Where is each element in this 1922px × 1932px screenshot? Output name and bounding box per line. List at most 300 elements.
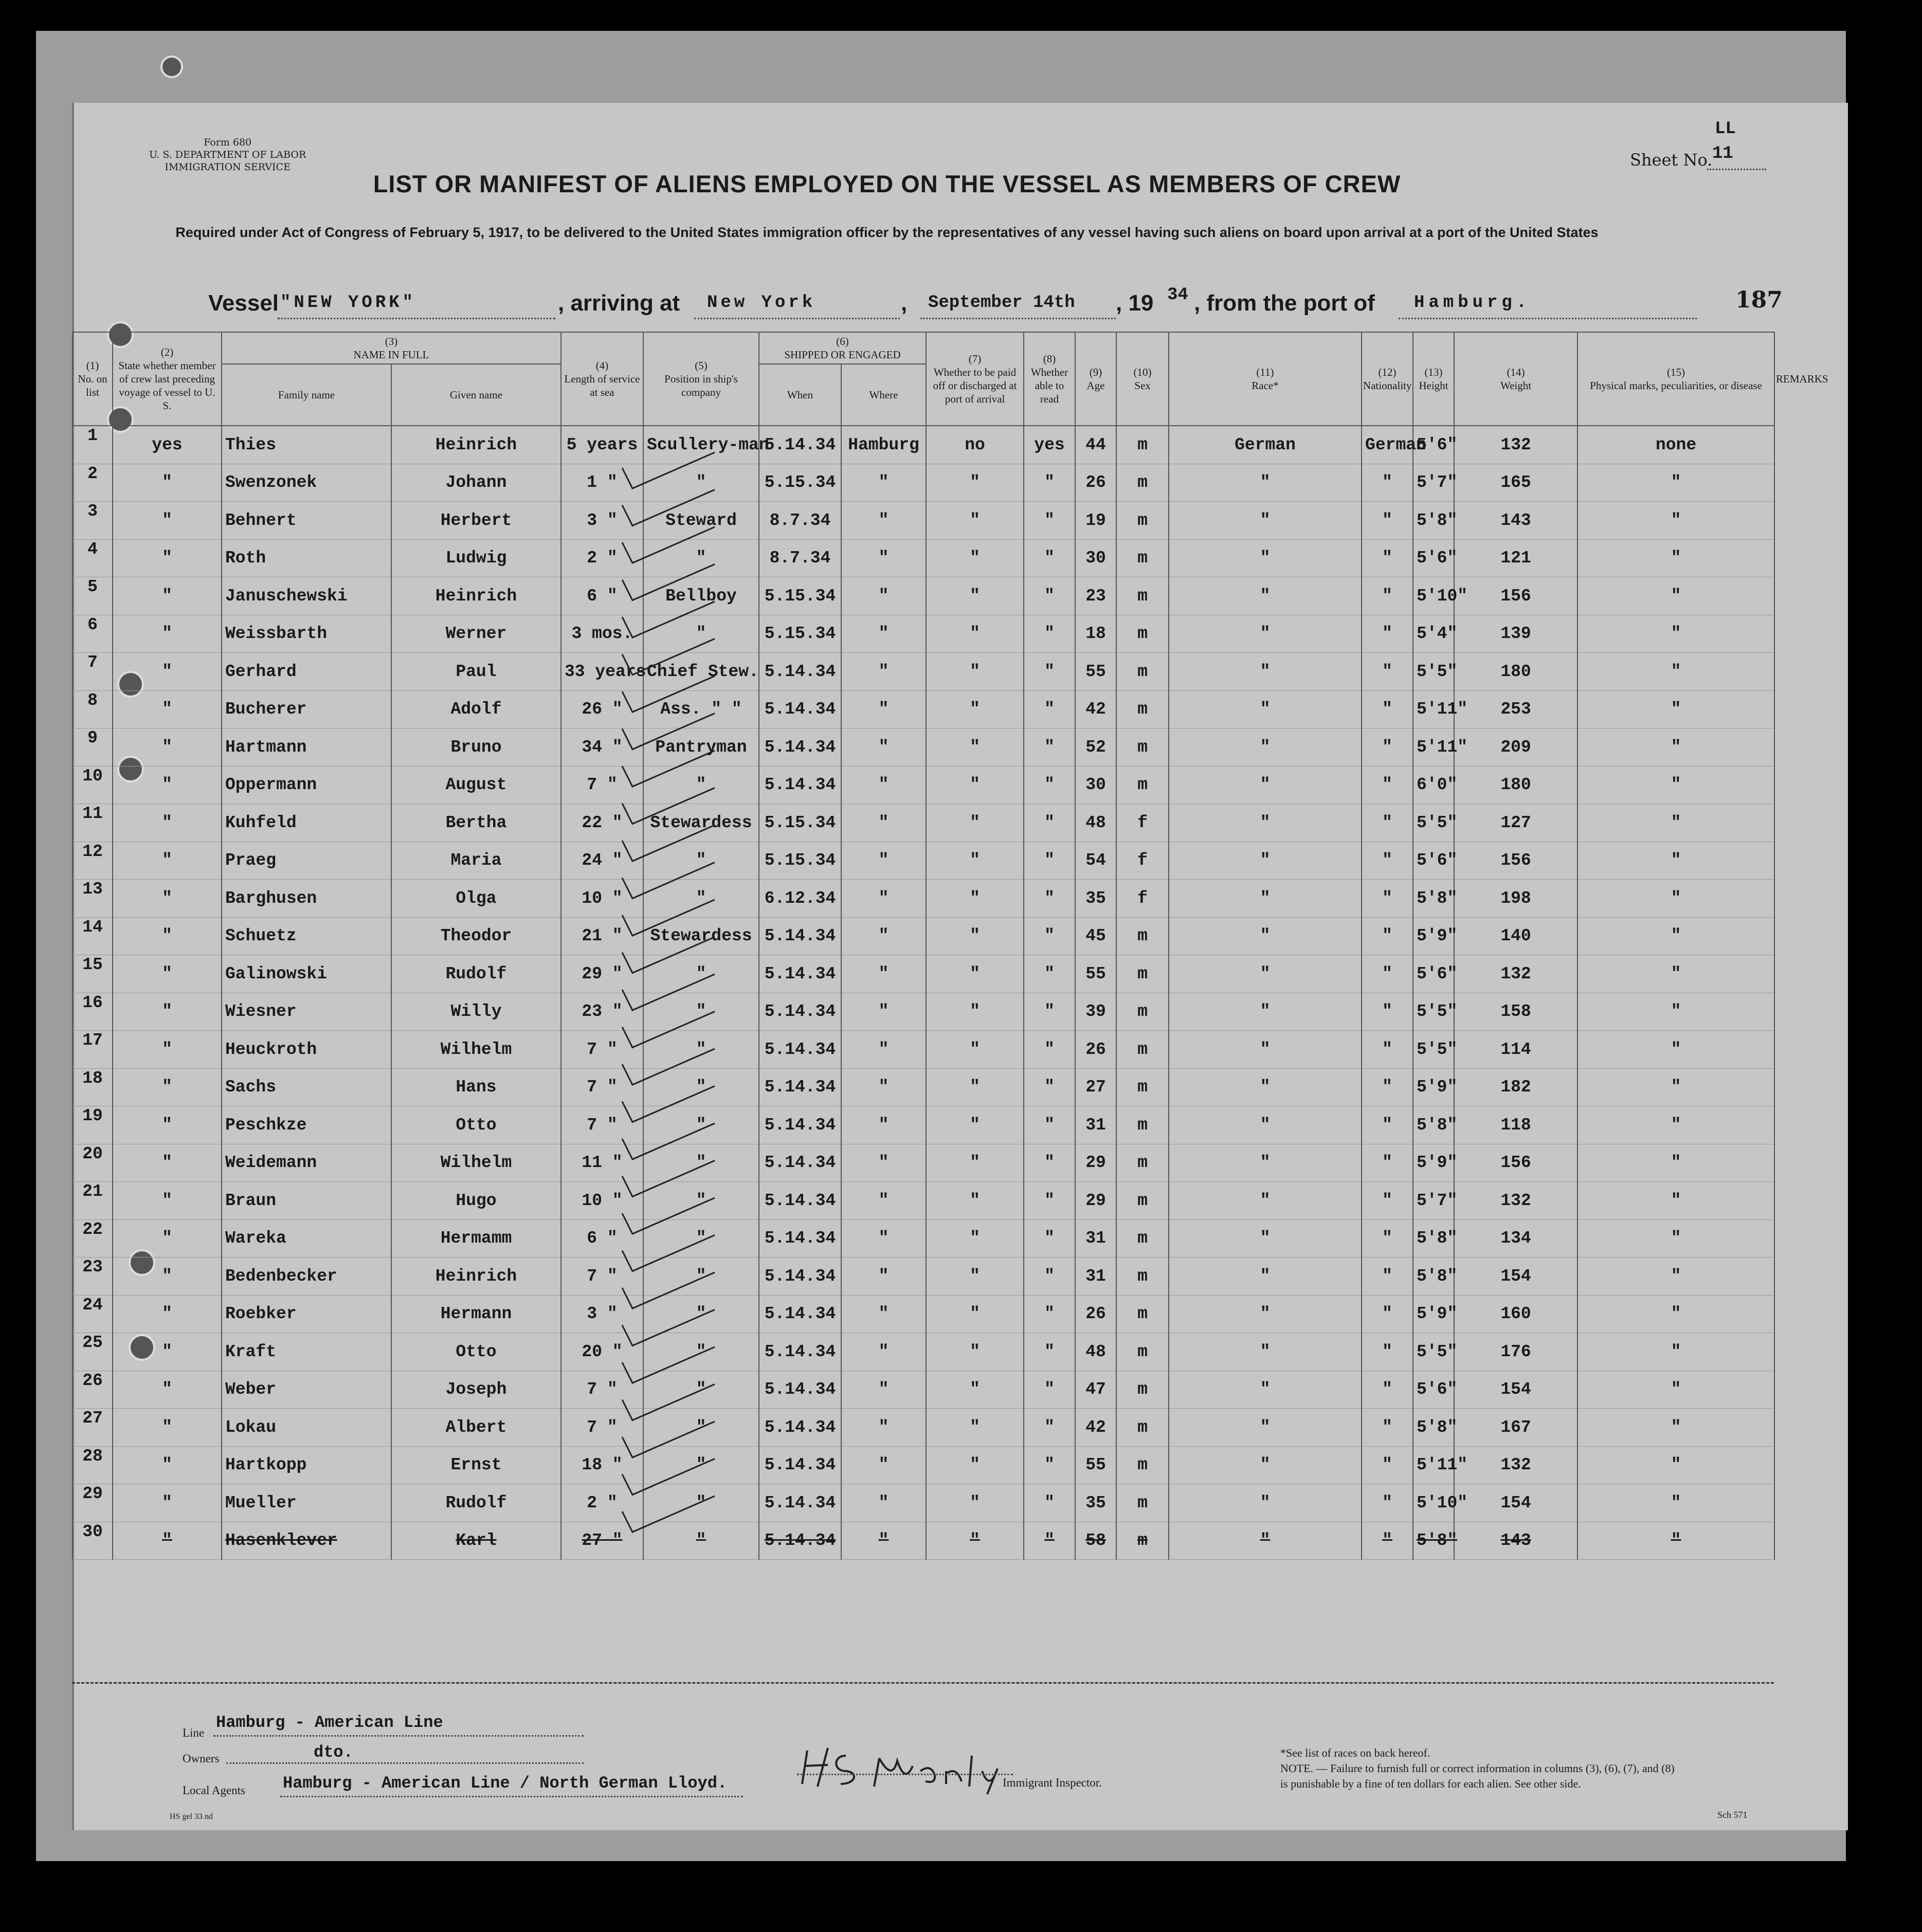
- physical-marks-cell: ": [1578, 1106, 1774, 1144]
- service-length-cell: 3 mos.: [561, 615, 643, 653]
- shipped-where-cell: Hamburg: [841, 426, 926, 464]
- row-number: 19: [72, 1106, 113, 1144]
- shipped-where-cell: ": [841, 955, 926, 993]
- age-cell: 26: [1075, 1295, 1116, 1333]
- age-cell: 35: [1075, 880, 1116, 918]
- shipped-when-cell: 5.14.34: [759, 1257, 841, 1296]
- family-name-cell: Praeg: [222, 842, 391, 880]
- table-row: [72, 1182, 1774, 1220]
- family-name-cell: Hasenklever: [222, 1522, 391, 1560]
- age-cell: 55: [1075, 653, 1116, 691]
- weight-cell: 132: [1454, 955, 1578, 993]
- given-name-cell: Hugo: [391, 1182, 561, 1220]
- inspector-label: Immigrant Inspector.: [1003, 1776, 1102, 1789]
- race-cell: ": [1169, 1333, 1362, 1371]
- given-name-cell: Albert: [391, 1409, 561, 1447]
- height-cell: 5'8": [1413, 1522, 1454, 1560]
- height-cell: 5'11": [1413, 728, 1454, 767]
- shipped-where-cell: ": [841, 577, 926, 615]
- paid-off-cell: ": [926, 577, 1024, 615]
- physical-marks-cell: ": [1578, 1409, 1774, 1447]
- sex-cell: m: [1116, 1333, 1169, 1371]
- sex-cell: m: [1116, 577, 1169, 615]
- table-row: [72, 615, 1774, 653]
- age-cell: 23: [1075, 577, 1116, 615]
- prev-voyage-cell: ": [113, 1295, 222, 1333]
- position-cell: ": [643, 1068, 759, 1106]
- weight-cell: 156: [1454, 577, 1578, 615]
- family-name-cell: Bucherer: [222, 690, 391, 728]
- check-mark: [622, 1384, 715, 1420]
- family-name-cell: Heuckroth: [222, 1031, 391, 1069]
- family-name-cell: Peschkze: [222, 1106, 391, 1144]
- physical-marks-cell: ": [1578, 690, 1774, 728]
- race-cell: ": [1169, 1182, 1362, 1220]
- weight-cell: 156: [1454, 1144, 1578, 1182]
- row-number: 18: [72, 1068, 113, 1106]
- check-mark: [622, 1421, 715, 1457]
- paid-off-cell: ": [926, 1333, 1024, 1371]
- nationality-cell: ": [1362, 577, 1413, 615]
- given-name-cell: Willy: [391, 993, 561, 1031]
- race-cell: ": [1169, 766, 1362, 804]
- prev-voyage-cell: ": [113, 880, 222, 918]
- tally-check-marks: [612, 452, 766, 1573]
- family-name-cell: Braun: [222, 1182, 391, 1220]
- check-mark: [622, 1086, 715, 1122]
- check-mark: [622, 1198, 715, 1234]
- shipped-when-cell: 5.14.34: [759, 1484, 841, 1522]
- nationality-cell: ": [1362, 615, 1413, 653]
- paid-off-cell: no: [926, 426, 1024, 464]
- position-cell: ": [643, 1257, 759, 1296]
- col-header-position: (5) Position in ship's company: [643, 332, 759, 426]
- height-cell: 5'9": [1413, 917, 1454, 955]
- prev-voyage-cell: ": [113, 993, 222, 1031]
- nationality-cell: ": [1362, 1257, 1413, 1296]
- row-number: 15: [72, 955, 113, 993]
- prev-voyage-cell: ": [113, 1522, 222, 1560]
- able-to-read-cell: ": [1024, 955, 1075, 993]
- shipped-where-cell: ": [841, 1144, 926, 1182]
- shipped-when-cell: 5.14.34: [759, 1409, 841, 1447]
- family-name-cell: Hartmann: [222, 728, 391, 767]
- position-cell: ": [643, 955, 759, 993]
- sex-cell: m: [1116, 1182, 1169, 1220]
- row-number: 16: [72, 993, 113, 1031]
- age-cell: 55: [1075, 1446, 1116, 1484]
- given-name-cell: Joseph: [391, 1371, 561, 1409]
- shipped-where-cell: ": [841, 1257, 926, 1296]
- physical-marks-cell: ": [1578, 577, 1774, 615]
- family-name-cell: Thies: [222, 426, 391, 464]
- check-mark: [622, 825, 715, 861]
- owners-label: Owners: [183, 1752, 220, 1765]
- sex-cell: m: [1116, 1446, 1169, 1484]
- col-header-read: (8) Whether able to read: [1024, 332, 1075, 426]
- physical-marks-cell: ": [1578, 1068, 1774, 1106]
- weight-cell: 132: [1454, 1446, 1578, 1484]
- height-cell: 5'5": [1413, 1031, 1454, 1069]
- shipped-when-cell: 5.14.34: [759, 917, 841, 955]
- given-name-cell: Olga: [391, 880, 561, 918]
- able-to-read-cell: ": [1024, 653, 1075, 691]
- paid-off-cell: ": [926, 1219, 1024, 1257]
- print-code: HS gel 33 nd: [170, 1812, 213, 1821]
- arriving-underline: [694, 318, 900, 319]
- prev-voyage-cell: ": [113, 1219, 222, 1257]
- given-name-cell: Ernst: [391, 1446, 561, 1484]
- age-cell: 29: [1075, 1182, 1116, 1220]
- position-cell: ": [643, 1409, 759, 1447]
- service-length-cell: 21 ": [561, 917, 643, 955]
- prev-voyage-cell: ": [113, 766, 222, 804]
- col-header-family: Family name: [222, 364, 391, 426]
- family-name-cell: Lokau: [222, 1409, 391, 1447]
- race-cell: ": [1169, 464, 1362, 502]
- service-length-cell: 2 ": [561, 539, 643, 577]
- position-cell: ": [643, 539, 759, 577]
- table-row: [72, 993, 1774, 1031]
- nationality-cell: ": [1362, 804, 1413, 842]
- nationality-cell: ": [1362, 690, 1413, 728]
- col-header-weight: (14) Weight: [1454, 332, 1578, 426]
- shipped-when-cell: 5.14.34: [759, 1295, 841, 1333]
- row-number: 26: [72, 1371, 113, 1409]
- able-to-read-cell: ": [1024, 804, 1075, 842]
- arriving-value: New York: [707, 293, 816, 313]
- physical-marks-cell: ": [1578, 1446, 1774, 1484]
- weight-cell: 156: [1454, 842, 1578, 880]
- row-number: 23: [72, 1257, 113, 1296]
- position-cell: Scullery-man: [643, 426, 759, 464]
- age-cell: 27: [1075, 1068, 1116, 1106]
- races-note: *See list of races on back hereof.: [1280, 1746, 1430, 1759]
- family-name-cell: Roebker: [222, 1295, 391, 1333]
- given-name-cell: Werner: [391, 615, 561, 653]
- weight-cell: 182: [1454, 1068, 1578, 1106]
- paid-off-cell: ": [926, 842, 1024, 880]
- family-name-cell: Hartkopp: [222, 1446, 391, 1484]
- prev-voyage-cell: ": [113, 1182, 222, 1220]
- table-row: [72, 1522, 1774, 1560]
- service-length-cell: 3 ": [561, 502, 643, 540]
- family-name-cell: Schuetz: [222, 917, 391, 955]
- able-to-read-cell: ": [1024, 1144, 1075, 1182]
- weight-cell: 180: [1454, 653, 1578, 691]
- family-name-cell: Kuhfeld: [222, 804, 391, 842]
- schedule-code: Sch 571: [1717, 1810, 1748, 1820]
- shipped-when-cell: 8.7.34: [759, 502, 841, 540]
- agents-label: Local Agents: [183, 1784, 245, 1797]
- paid-off-cell: ": [926, 1522, 1024, 1560]
- able-to-read-cell: ": [1024, 1409, 1075, 1447]
- weight-cell: 154: [1454, 1371, 1578, 1409]
- sex-cell: m: [1116, 1484, 1169, 1522]
- check-mark: [622, 1123, 715, 1159]
- check-mark: [622, 1235, 715, 1271]
- table-row: [72, 1068, 1774, 1106]
- nationality-cell: ": [1362, 1522, 1413, 1560]
- shipped-where-cell: ": [841, 1333, 926, 1371]
- position-cell: Chief Stew.: [643, 653, 759, 691]
- signature-underline: [797, 1774, 1013, 1775]
- year-prefix: , 19: [1116, 290, 1154, 316]
- row-number: 24: [72, 1295, 113, 1333]
- table-row: [72, 577, 1774, 615]
- check-mark: [622, 1347, 715, 1383]
- paid-off-cell: ": [926, 1484, 1024, 1522]
- table-row: [72, 1219, 1774, 1257]
- row-number: 7: [72, 653, 113, 691]
- able-to-read-cell: ": [1024, 993, 1075, 1031]
- table-row: [72, 690, 1774, 728]
- weight-cell: 160: [1454, 1295, 1578, 1333]
- paid-off-cell: ": [926, 539, 1024, 577]
- position-cell: ": [643, 1295, 759, 1333]
- age-cell: 55: [1075, 955, 1116, 993]
- sex-cell: m: [1116, 502, 1169, 540]
- paid-off-cell: ": [926, 653, 1024, 691]
- row-number: 29: [72, 1484, 113, 1522]
- nationality-cell: ": [1362, 1333, 1413, 1371]
- check-mark: [622, 863, 715, 899]
- sex-cell: f: [1116, 842, 1169, 880]
- sex-cell: m: [1116, 1031, 1169, 1069]
- physical-marks-cell: ": [1578, 1522, 1774, 1560]
- weight-cell: 209: [1454, 728, 1578, 767]
- nationality-cell: ": [1362, 1031, 1413, 1069]
- position-cell: Stewardess: [643, 804, 759, 842]
- port-underline: [1399, 318, 1697, 319]
- race-cell: ": [1169, 1371, 1362, 1409]
- height-cell: 5'6": [1413, 842, 1454, 880]
- table-row: [72, 1333, 1774, 1371]
- check-mark: [622, 900, 715, 936]
- shipped-when-cell: 5.14.34: [759, 426, 841, 464]
- sex-cell: m: [1116, 1219, 1169, 1257]
- check-mark: [622, 1496, 715, 1532]
- given-name-cell: Heinrich: [391, 426, 561, 464]
- prev-voyage-cell: ": [113, 1068, 222, 1106]
- weight-cell: 143: [1454, 502, 1578, 540]
- department-line2: IMMIGRATION SERVICE: [165, 161, 291, 173]
- service-length-cell: 23 ": [561, 993, 643, 1031]
- sex-cell: m: [1116, 1068, 1169, 1106]
- paid-off-cell: ": [926, 1257, 1024, 1296]
- prev-voyage-cell: ": [113, 1106, 222, 1144]
- able-to-read-cell: ": [1024, 1257, 1075, 1296]
- table-row: [72, 464, 1774, 502]
- penalty-note: NOTE. — Failure to furnish full or correct information in columns (3), (6), (7), and (8) is punishable by a fine of ten dollars for each alien. See other side.: [1280, 1762, 1675, 1790]
- prev-voyage-cell: ": [113, 653, 222, 691]
- row-number: 28: [72, 1446, 113, 1484]
- service-length-cell: 27 ": [561, 1522, 643, 1560]
- family-name-cell: Sachs: [222, 1068, 391, 1106]
- col-header-age: (9) Age: [1075, 332, 1116, 426]
- paid-off-cell: ": [926, 1295, 1024, 1333]
- sex-cell: m: [1116, 917, 1169, 955]
- able-to-read-cell: ": [1024, 766, 1075, 804]
- paid-off-cell: ": [926, 993, 1024, 1031]
- weight-cell: 134: [1454, 1219, 1578, 1257]
- check-mark: [622, 602, 715, 637]
- shipped-where-cell: ": [841, 1031, 926, 1069]
- age-cell: 47: [1075, 1371, 1116, 1409]
- physical-marks-cell: none: [1578, 426, 1774, 464]
- service-length-cell: 2 ": [561, 1484, 643, 1522]
- crew-manifest-table: [72, 332, 1775, 1560]
- sex-cell: m: [1116, 1257, 1169, 1296]
- service-length-cell: 7 ": [561, 1106, 643, 1144]
- physical-marks-cell: ": [1578, 502, 1774, 540]
- check-mark: [622, 937, 715, 973]
- given-name-cell: Otto: [391, 1333, 561, 1371]
- page-number: 187: [1735, 287, 1783, 313]
- weight-cell: 158: [1454, 993, 1578, 1031]
- position-cell: ": [643, 1031, 759, 1069]
- age-cell: 26: [1075, 464, 1116, 502]
- row-number: 25: [72, 1333, 113, 1371]
- family-name-cell: Wareka: [222, 1219, 391, 1257]
- shipped-when-cell: 5.14.34: [759, 1219, 841, 1257]
- service-length-cell: 18 ": [561, 1446, 643, 1484]
- physical-marks-cell: ": [1578, 1219, 1774, 1257]
- physical-marks-cell: ": [1578, 1182, 1774, 1220]
- sheet-mark: LL: [1715, 119, 1736, 139]
- height-cell: 5'6": [1413, 1371, 1454, 1409]
- sex-cell: m: [1116, 728, 1169, 767]
- race-cell: ": [1169, 804, 1362, 842]
- race-cell: ": [1169, 690, 1362, 728]
- check-mark: [622, 1272, 715, 1308]
- arrival-date: September 14th: [928, 293, 1075, 313]
- weight-cell: 176: [1454, 1333, 1578, 1371]
- shipped-when-cell: 8.7.34: [759, 539, 841, 577]
- prev-voyage-cell: yes: [113, 426, 222, 464]
- prev-voyage-cell: ": [113, 1446, 222, 1484]
- shipped-when-cell: 5.14.34: [759, 1106, 841, 1144]
- weight-cell: 154: [1454, 1257, 1578, 1296]
- family-name-cell: Roth: [222, 539, 391, 577]
- prev-voyage-cell: ": [113, 464, 222, 502]
- col-header-given: Given name: [391, 364, 561, 426]
- height-cell: 5'9": [1413, 1144, 1454, 1182]
- prev-voyage-cell: ": [113, 1144, 222, 1182]
- race-cell: ": [1169, 653, 1362, 691]
- paid-off-cell: ": [926, 1409, 1024, 1447]
- family-name-cell: Galinowski: [222, 955, 391, 993]
- service-length-cell: 7 ": [561, 766, 643, 804]
- given-name-cell: Hermamm: [391, 1219, 561, 1257]
- line-value: Hamburg - American Line: [216, 1713, 443, 1732]
- prev-voyage-cell: ": [113, 955, 222, 993]
- age-cell: 31: [1075, 1257, 1116, 1296]
- prev-voyage-cell: ": [113, 1409, 222, 1447]
- family-name-cell: Weidemann: [222, 1144, 391, 1182]
- physical-marks-cell: ": [1578, 728, 1774, 767]
- given-name-cell: Wilhelm: [391, 1144, 561, 1182]
- given-name-cell: Bruno: [391, 728, 561, 767]
- shipped-where-cell: ": [841, 1371, 926, 1409]
- table-row: [72, 804, 1774, 842]
- race-cell: ": [1169, 1484, 1362, 1522]
- race-cell: ": [1169, 1409, 1362, 1447]
- prev-voyage-cell: ": [113, 1333, 222, 1371]
- nationality-cell: ": [1362, 653, 1413, 691]
- paid-off-cell: ": [926, 1182, 1024, 1220]
- nationality-cell: ": [1362, 1484, 1413, 1522]
- service-length-cell: 7 ": [561, 1031, 643, 1069]
- table-row: [72, 917, 1774, 955]
- height-cell: 5'11": [1413, 690, 1454, 728]
- nationality-cell: ": [1362, 955, 1413, 993]
- nationality-cell: ": [1362, 1371, 1413, 1409]
- check-mark: [622, 714, 715, 750]
- race-cell: ": [1169, 577, 1362, 615]
- height-cell: 5'5": [1413, 653, 1454, 691]
- col-header-paid-off: (7) Whether to be paid off or discharged at port of arrival: [926, 332, 1024, 426]
- table-row: [72, 955, 1774, 993]
- family-name-cell: Mueller: [222, 1484, 391, 1522]
- height-cell: 5'8": [1413, 1219, 1454, 1257]
- weight-cell: 180: [1454, 766, 1578, 804]
- sex-cell: m: [1116, 1522, 1169, 1560]
- sex-cell: m: [1116, 1106, 1169, 1144]
- agents-underline: [280, 1796, 743, 1797]
- paid-off-cell: ": [926, 1144, 1024, 1182]
- age-cell: 19: [1075, 502, 1116, 540]
- position-cell: ": [643, 1219, 759, 1257]
- paid-off-cell: ": [926, 880, 1024, 918]
- service-length-cell: 7 ": [561, 1068, 643, 1106]
- row-number: 22: [72, 1219, 113, 1257]
- prev-voyage-cell: ": [113, 1031, 222, 1069]
- shipped-where-cell: ": [841, 993, 926, 1031]
- shipped-when-cell: 5.14.34: [759, 1333, 841, 1371]
- given-name-cell: August: [391, 766, 561, 804]
- family-name-cell: Barghusen: [222, 880, 391, 918]
- position-cell: Pantryman: [643, 728, 759, 767]
- height-cell: 5'8": [1413, 1257, 1454, 1296]
- able-to-read-cell: ": [1024, 1522, 1075, 1560]
- weight-cell: 167: [1454, 1409, 1578, 1447]
- from-port-value: Hamburg.: [1414, 293, 1531, 313]
- race-cell: ": [1169, 539, 1362, 577]
- given-name-cell: Heinrich: [391, 1257, 561, 1296]
- shipped-when-cell: 5.14.34: [759, 1182, 841, 1220]
- row-number: 6: [72, 615, 113, 653]
- sex-cell: m: [1116, 653, 1169, 691]
- age-cell: 44: [1075, 426, 1116, 464]
- able-to-read-cell: ": [1024, 615, 1075, 653]
- height-cell: 5'8": [1413, 1409, 1454, 1447]
- weight-cell: 253: [1454, 690, 1578, 728]
- paid-off-cell: ": [926, 1446, 1024, 1484]
- weight-cell: 143: [1454, 1522, 1578, 1560]
- row-number: 11: [72, 804, 113, 842]
- race-cell: ": [1169, 955, 1362, 993]
- shipped-when-cell: 5.15.34: [759, 615, 841, 653]
- able-to-read-cell: ": [1024, 1106, 1075, 1144]
- physical-marks-cell: ": [1578, 880, 1774, 918]
- shipped-where-cell: ": [841, 615, 926, 653]
- col-header-when: When: [759, 364, 841, 426]
- position-cell: Stewardess: [643, 917, 759, 955]
- table-row: [72, 1446, 1774, 1484]
- nationality-cell: ": [1362, 502, 1413, 540]
- row-number: 13: [72, 880, 113, 918]
